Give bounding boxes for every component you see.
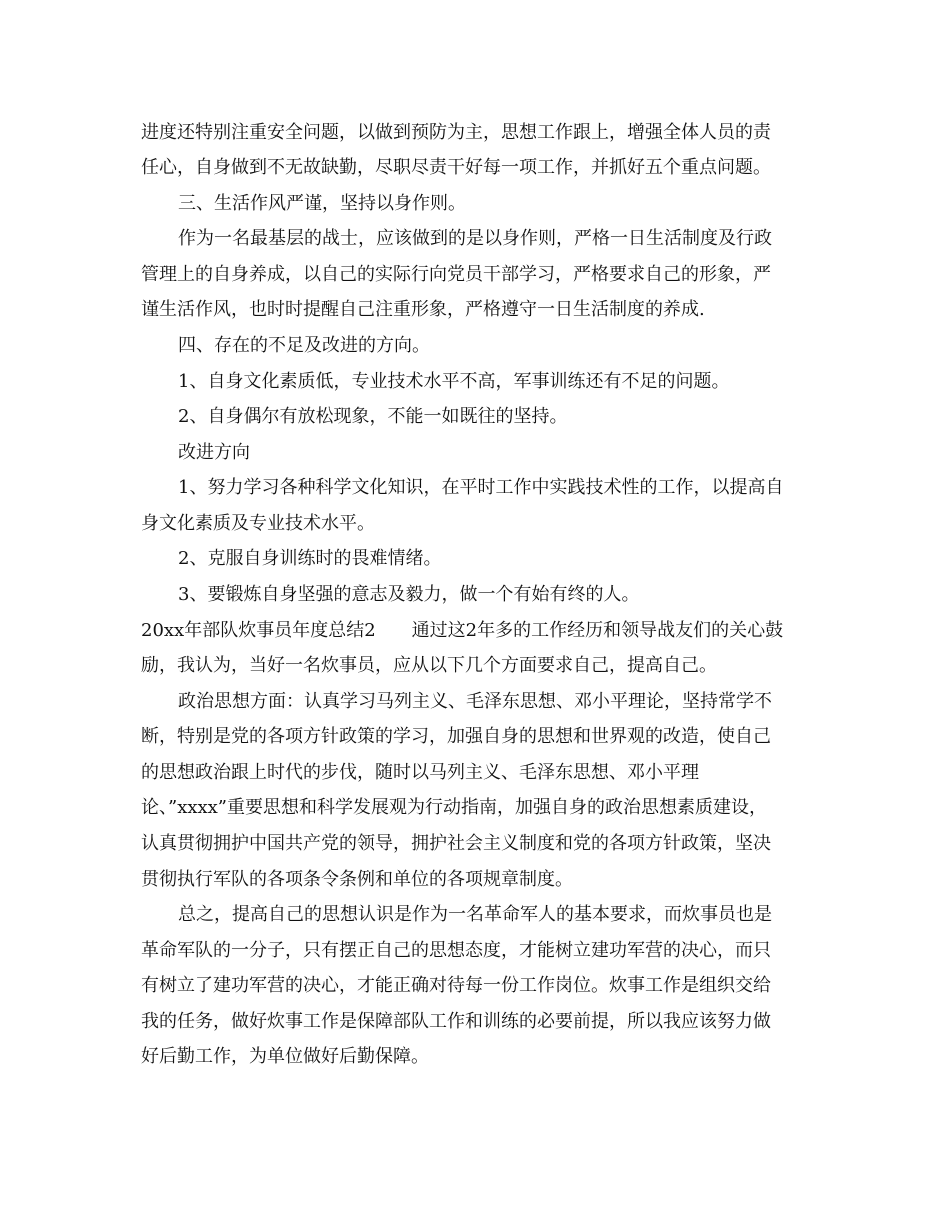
text-line: 励，我认为，当好一名炊事员，应从以下几个方面要求自己，提高自己。: [141, 655, 717, 676]
text-line: 有树立了建功军营的决心，才能正确对待每一份工作岗位。炊事工作是组织交给: [141, 975, 771, 996]
text-line: 革命军队的一分子，只有摆正自己的思想态度，才能树立建功军营的决心，而只: [141, 940, 771, 961]
text-line: 2、自身偶尔有放松现象，不能一如既往的坚持。: [178, 406, 568, 427]
text-line: 认真贯彻拥护中国共产党的领导，拥护社会主义制度和党的各项方针政策，坚决: [141, 833, 771, 854]
text-line: 我的任务，做好炊事工作是保障部队工作和训练的必要前提，所以我应该努力做: [141, 1011, 771, 1032]
text-line: 20xx年部队炊事员年度总结2 通过这2年多的工作经历和领导战友们的关心鼓: [141, 620, 784, 641]
text-line: 政治思想方面：认真学习马列主义、毛泽东思想、邓小平理论，坚持常学不: [178, 691, 772, 712]
text-line: 作为一名最基层的战士，应该做到的是以身作则，严格一日生活制度及行政: [178, 228, 772, 249]
section-heading: 三、生活作风严谨，坚持以身作则。: [178, 193, 466, 214]
text-line: 的思想政治跟上时代的步伐，随时以马列主义、毛泽东思想、邓小平理: [141, 762, 699, 783]
section-heading: 四、存在的不足及改进的方向。: [178, 335, 430, 356]
text-line: 任心，自身做到不无故缺勤，尽职尽责干好每一项工作，并抓好五个重点问题。: [141, 157, 771, 178]
section-heading: 改进方向: [178, 442, 250, 463]
text-line: 论、”xxxx”重要思想和科学发展观为行动指南，加强自身的政治思想素质建设，: [141, 797, 768, 818]
text-line: 好后勤工作，为单位做好后勤保障。: [141, 1046, 429, 1067]
text-line: 1、努力学习各种科学文化知识，在平时工作中实践技术性的工作，以提高自: [178, 477, 784, 498]
text-line: 3、要锻炼自身坚强的意志及毅力，做一个有始有终的人。: [178, 584, 640, 605]
text-line: 身文化素质及专业技术水平。: [141, 513, 375, 534]
text-line: 贯彻执行军队的各项条令条例和单位的各项规章制度。: [141, 869, 573, 890]
text-line: 2、克服自身训练时的畏难情绪。: [178, 548, 442, 569]
text-line: 进度还特别注重安全问题，以做到预防为主，思想工作跟上，增强全体人员的责: [141, 122, 771, 143]
text-line: 谨生活作风，也时时提醒自己注重形象，严格遵守一日生活制度的养成.: [141, 299, 705, 320]
text-line: 管理上的自身养成，以自己的实际行向党员干部学习，严格要求自己的形象，严: [141, 264, 771, 285]
text-line: 1、自身文化素质低，专业技术水平不高，军事训练还有不足的问题。: [178, 371, 730, 392]
text-line: 断，特别是党的各项方针政策的学习，加强自身的思想和世界观的改造，使自己: [141, 726, 771, 747]
text-line: 总之，提高自己的思想认识是作为一名革命军人的基本要求，而炊事员也是: [178, 904, 772, 925]
